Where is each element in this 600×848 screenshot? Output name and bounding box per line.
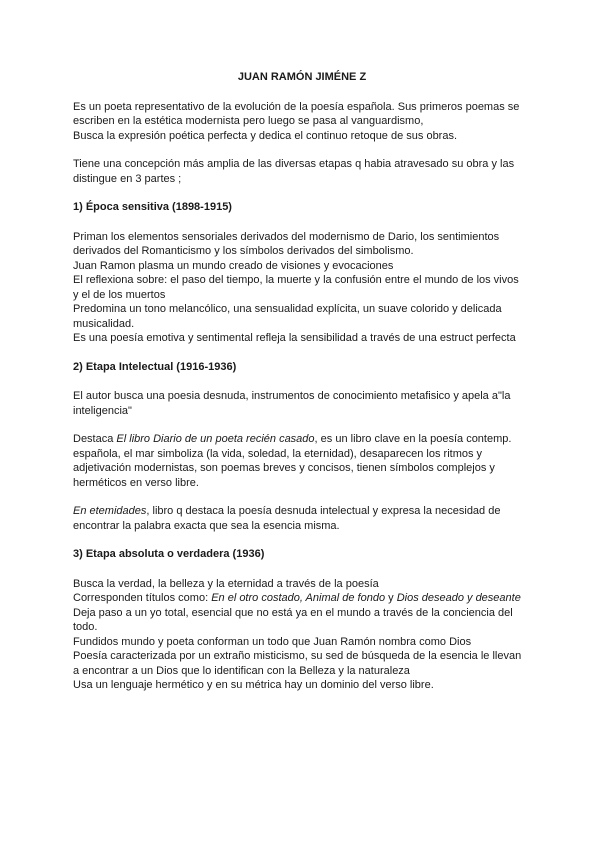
section-heading-1: 1) Época sensitiva (1898-1915) (73, 201, 232, 213)
text-line: Juan Ramon plasma un mundo creado de visiones y evocaciones (73, 259, 394, 272)
text-line: Es una poesía emotiva y sentimental refleja la sensibilidad a través de una estruct perfecta (73, 332, 516, 344)
intro-paragraph (73, 100, 531, 144)
text-line: Priman los elementos sensoriales derivados del modernismo de Dario, los sentimientos (73, 230, 500, 243)
text-line: derivados del Romanticismo y los símbolos derivados del simbolismo. (73, 245, 414, 257)
text-line (73, 432, 531, 447)
text-line: todo. (73, 621, 98, 633)
text-run: y (385, 592, 397, 604)
text-line: Fundidos mundo y poeta conforman un todo que Juan Ramón nombra como Dios (73, 635, 472, 648)
text-line: Usa un lenguaje hermético y en su métrica hay un dominio del verso libre. (73, 679, 434, 691)
text-line: Predomina un tono melancólico, una sensualidad explícita, un suave colorido y delicada (73, 303, 502, 315)
text-line: El autor busca una poesia desnuda, instrumentos de conocimiento metafisico y apela a"la (73, 390, 511, 402)
concepcion-paragraph (73, 157, 531, 186)
text-line: inteligencia" (73, 404, 132, 417)
text-line: Deja paso a un yo total, esencial que no está ya en el mundo a través de la conciencia del (73, 606, 513, 619)
page-title: JUAN RAMÓN JIMÉNE Z (237, 71, 367, 83)
document-page (73, 70, 531, 707)
text-line: y el de los muertos (73, 288, 166, 301)
text-line: Busca la verdad, la belleza y la eternidad a través de la poesía (73, 577, 379, 590)
text-run: Destaca (73, 433, 117, 445)
text-run: Corresponden títulos como: (73, 592, 212, 604)
text-line: distingue en 3 partes ; (73, 172, 182, 185)
text-line: musicalidad. (73, 317, 135, 330)
text-line: a encontrar a un Dios que lo identifican con la Belleza y la naturaleza (73, 664, 410, 677)
book-title: El libro Diario de un poeta recién casado (116, 433, 315, 445)
section-2-paragraph-2 (73, 432, 531, 490)
text-run: , es un libro clave en la poesía contemp. (314, 433, 512, 445)
text-line: El reflexiona sobre: el paso del tiempo, la muerte y la confusión entre el mundo de los vivos (73, 274, 519, 286)
text-line (73, 504, 531, 519)
text-line: Tiene una concepción más amplia de las diversas etapas q habia atravesado su obra y las (73, 158, 515, 170)
text-line: Busca la expresión poética perfecta y dedica el continuo retoque de sus obras. (73, 129, 458, 142)
book-title: Dios deseado y deseante (396, 592, 521, 604)
text-line: herméticos en verso libre. (73, 476, 199, 489)
text-line: encontrar la palabra exacta que sea la esencia misma. (73, 519, 340, 532)
book-title: En etemidades (73, 505, 147, 517)
text-line (73, 591, 531, 606)
text-run: , libro q destaca la poesía desnuda intelectual y expresa la necesidad de (146, 505, 501, 517)
section-2-paragraph-1 (73, 389, 531, 418)
text-line: española, el mar simboliza (la vida, soledad, la eternidad), desaparecen los ritmos y (73, 447, 483, 460)
book-title: En el otro costado, Animal de fondo (211, 592, 386, 604)
section-3-body (73, 577, 531, 693)
text-line: Es un poeta representativo de la evolución de la poesía española. Sus primeros poemas se (73, 100, 520, 113)
text-line: adjetivación modernistas, son poemas breves y concisos, tienen símbolos complejos y (73, 462, 495, 474)
text-line: escriben en la estética modernista pero luego se pasa al vanguardismo, (73, 115, 424, 127)
section-heading-3: 3) Etapa absoluta o verdadera (1936) (73, 548, 265, 560)
section-2-paragraph-3 (73, 504, 531, 533)
section-1-body (73, 230, 531, 346)
section-heading-2: 2) Etapa Intelectual (1916-1936) (73, 360, 237, 373)
text-line: Poesía caracterizada por un extraño misticismo, su sed de búsqueda de la esencia le llevan (73, 650, 522, 662)
